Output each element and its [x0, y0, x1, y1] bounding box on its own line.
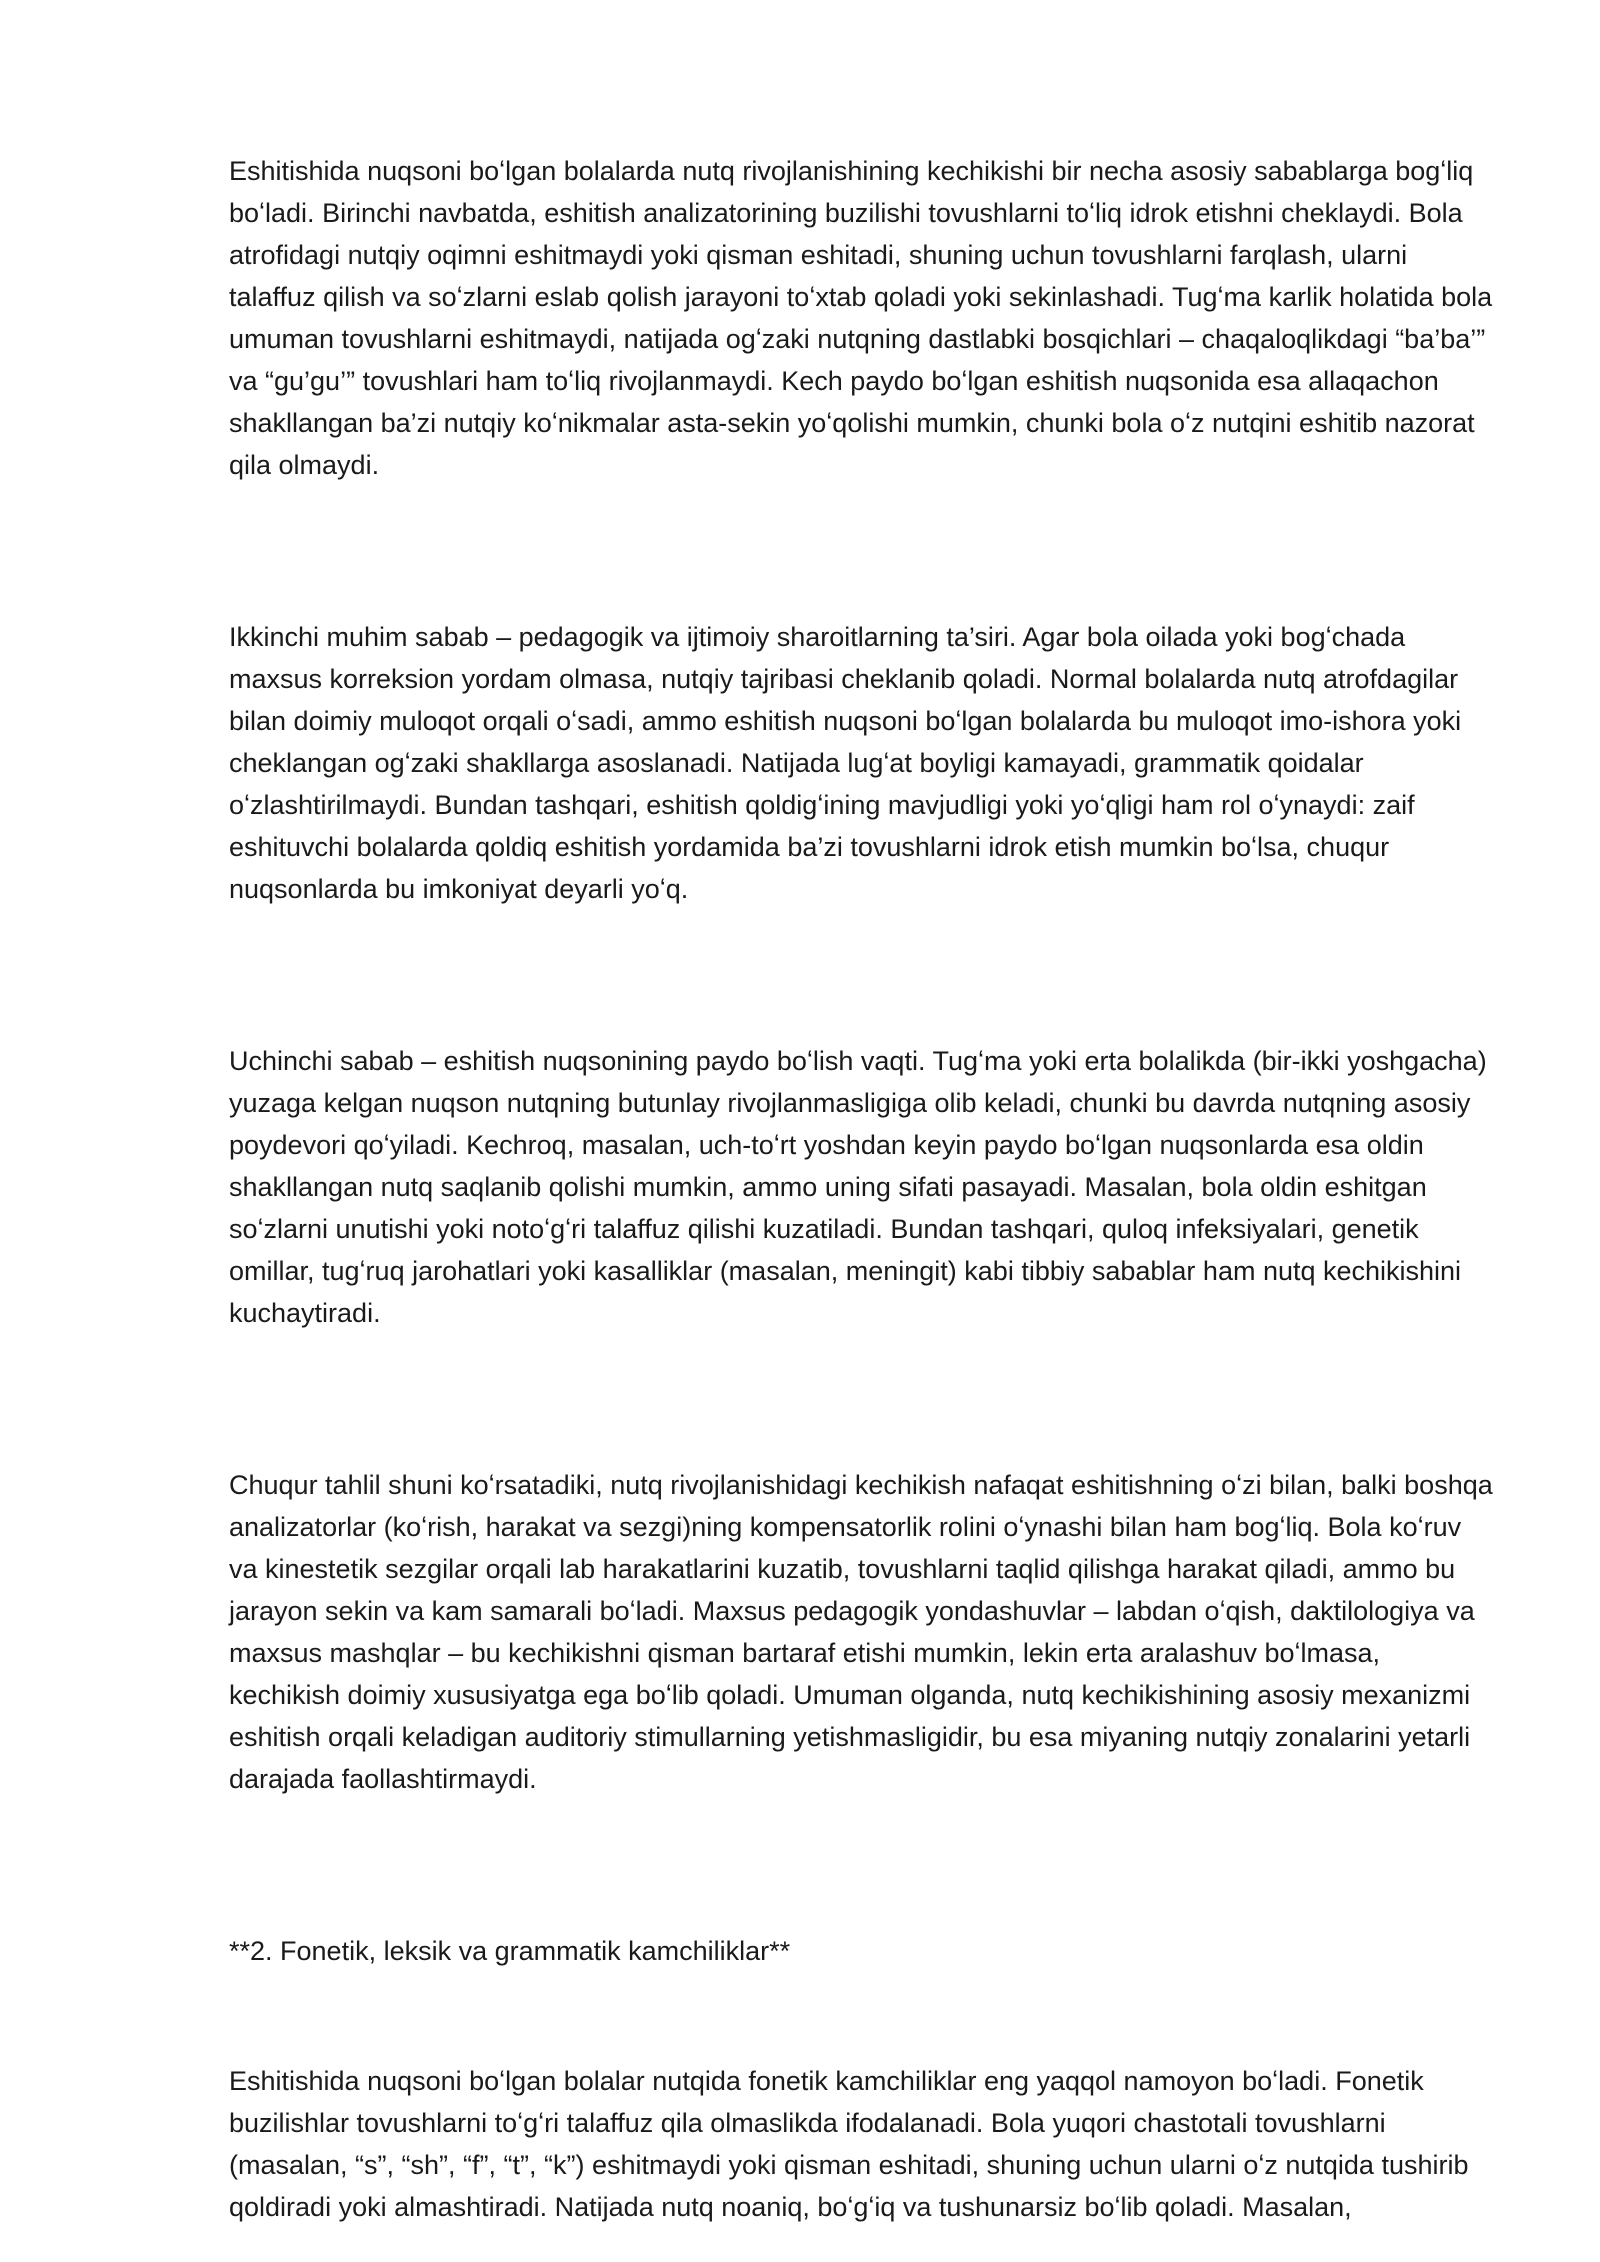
section-heading: **2. Fonetik, leksik va grammatik kamchiliklar**	[229, 1936, 791, 1966]
paragraph-second-cause: Ikkinchi muhim sabab – pedagogik va ijtimoiy sharoitlarning ta’siri. Agar bola oilada yoki bogʻchada maxsus korreksion yordam olmasa, nutqiy tajribasi cheklanib qoladi. Normal bolalarda nutq atrofdagilar bilan doimiy muloqot orqali oʻsadi, ammo eshitish nuqsoni boʻlgan bolalarda bu muloqot imo-ishora yoki cheklangan ogʻzaki shakllarga asoslanadi. Natijada lugʻat boyligi kamayadi, grammatik qoidalar oʻzlashtirilmaydi. Bundan tashqari, eshitish qoldigʻining mavjudligi yoki yoʻqligi ham rol oʻynaydi: zaif eshituvchi bolalarda qoldiq eshitish yordamida ba’zi tovushlarni idrok etish mumkin boʻlsa, chuqur nuqsonlarda bu imkoniyat deyarli yoʻq.	[229, 622, 1462, 904]
paragraph-phonetic-deficits: Eshitishida nuqsoni boʻlgan bolalar nutqida fonetik kamchiliklar eng yaqqol namoyon boʻladi. Fonetik buzilishlar tovushlarni toʻgʻri talaffuz qila olmaslikda ifodalanadi. Bola yuqori chastotali tovushlarni (masalan, “s”, “sh”, “f”, “t”, “k”) eshitmaydi yoki qisman eshitadi, shuning uchun ularni oʻz nutqida tushirib qoldiradi yoki almashtiradi. Natijada nutq noaniq, boʻgʻiq va tushunarsiz boʻlib qoladi. Masalan,	[229, 2066, 1469, 2222]
document-body	[229, 150, 1494, 2228]
paragraph-deep-analysis: Chuqur tahlil shuni koʻrsatadiki, nutq rivojlanishidagi kechikish nafaqat eshitishning oʻzi bilan, balki boshqa analizatorlar (koʻrish, harakat va sezgi)ning kompensatorlik rolini oʻynashi bilan ham bogʻliq. Bola koʻruv va kinestetik sezgilar orqali lab harakatlarini kuzatib, tovushlarni taqlid qilishga harakat qiladi, ammo bu jarayon sekin va kam samarali boʻladi. Maxsus pedagogik yondashuvlar – labdan oʻqish, daktilologiya va maxsus mashqlar – bu kechikishni qisman bartaraf etishi mumkin, lekin erta aralashuv boʻlmasa, kechikish doimiy xususiyatga ega boʻlib qoladi. Umuman olganda, nutq kechikishining asosiy mexanizmi eshitish orqali keladigan auditoriy stimullarning yetishmasligidir, bu esa miyaning nutqiy zonalarini yetarli darajada faollashtirmaydi.	[229, 1470, 1493, 1794]
paragraph-third-cause: Uchinchi sabab – eshitish nuqsonining paydo boʻlish vaqti. Tugʻma yoki erta bolalikda (bir-ikki yoshgacha) yuzaga kelgan nuqson nutqning butunlay rivojlanmasligiga olib keladi, chunki bu davrda nutqning asosiy poydevori qoʻyiladi. Kechroq, masalan, uch-toʻrt yoshdan keyin paydo boʻlgan nuqsonlarda esa oldin shakllangan nutq saqlanib qolishi mumkin, ammo uning sifati pasayadi. Masalan, bola oldin eshitgan soʻzlarni unutishi yoki notoʻgʻri talaffuz qilishi kuzatiladi. Bundan tashqari, quloq infeksiyalari, genetik omillar, tugʻruq jarohatlari yoki kasalliklar (masalan, meningit) kabi tibbiy sabablar ham nutq kechikishini kuchaytiradi.	[229, 1046, 1487, 1328]
paragraph-causes-intro: Eshitishida nuqsoni boʻlgan bolalarda nutq rivojlanishining kechikishi bir necha asosiy sabablarga bogʻliq boʻladi. Birinchi navbatda, eshitish analizatorining buzilishi tovushlarni toʻliq idrok etishni cheklaydi. Bola atrofidagi nutqiy oqimni eshitmaydi yoki qisman eshitadi, shuning uchun tovushlarni farqlash, ularni talaffuz qilish va soʻzlarni eslab qolish jarayoni toʻxtab qoladi yoki sekinlashadi. Tugʻma karlik holatida bola umuman tovushlarni eshitmaydi, natijada ogʻzaki nutqning dastlabki bosqichlari – chaqaloqlikdagi “ba’ba’” va “gu’gu’” tovushlari ham toʻliq rivojlanmaydi. Kech paydo boʻlgan eshitish nuqsonida esa allaqachon shakllangan ba’zi nutqiy koʻnikmalar asta-sekin yoʻqolishi mumkin, chunki bola oʻz nutqini eshitib nazorat qila olmaydi.	[229, 156, 1493, 480]
